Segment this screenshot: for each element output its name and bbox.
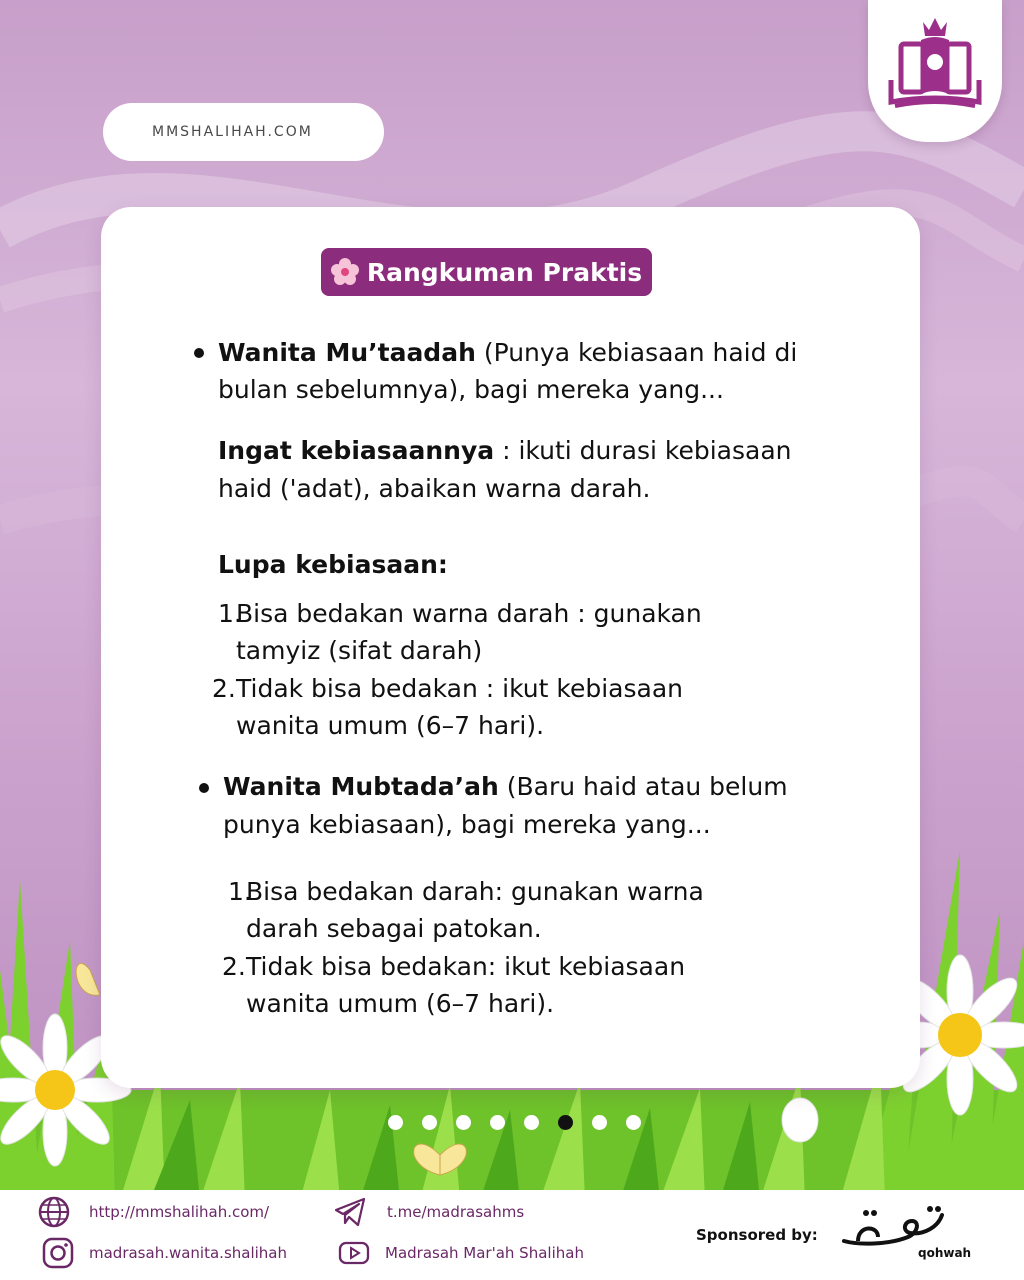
section2-line1	[223, 768, 788, 805]
s1-item2-line1: Tidak bisa bedakan : ikut kebiasaan	[236, 674, 683, 703]
s1-item2-num: 2.	[212, 674, 236, 703]
lupa-heading	[218, 546, 448, 583]
footer-telegram-text: t.me/madrasahms	[387, 1203, 525, 1221]
website-pill[interactable]	[103, 103, 384, 161]
pagination-dot[interactable]	[626, 1115, 641, 1130]
s2-item2-num: 2.	[222, 952, 246, 981]
s2-item1-line1: Bisa bedakan darah: gunakan warna	[246, 877, 704, 906]
s1-item1-num: 1.	[218, 599, 242, 628]
pagination-dots	[388, 1115, 641, 1130]
pagination-dot[interactable]	[558, 1115, 573, 1130]
footer-youtube[interactable]	[337, 1236, 584, 1270]
pagination-dot[interactable]	[388, 1115, 403, 1130]
madrasah-logo-icon	[881, 10, 989, 120]
pagination-dot[interactable]	[456, 1115, 471, 1130]
s2-item2-line2: wanita umum (6–7 hari).	[246, 989, 555, 1018]
website-label: MMSHALIHAH.COM	[152, 124, 313, 140]
s2-item1-line2: darah sebagai patokan.	[246, 914, 542, 943]
s2-item1-num: 1.	[228, 877, 252, 906]
section2-heading: Wanita Mubtada’ah	[223, 772, 499, 801]
ingat-line1	[218, 432, 792, 469]
pagination-dot[interactable]	[422, 1115, 437, 1130]
ingat-heading: Ingat kebiasaannya	[218, 436, 495, 465]
pagination-dot[interactable]	[524, 1115, 539, 1130]
title-badge	[321, 248, 652, 296]
section2-line1-rest: (Baru haid atau belum	[498, 772, 788, 801]
section1-heading: Wanita Mu’taadah	[218, 338, 476, 367]
section1-line1	[218, 334, 797, 371]
sponsor-label: Sponsored by:	[696, 1226, 818, 1244]
cherry-blossom-icon	[331, 258, 359, 286]
footer-website-text: http://mmshalihah.com/	[89, 1203, 270, 1221]
section1-line1-rest: (Punya kebiasaan haid di	[475, 338, 798, 367]
pagination-dot[interactable]	[592, 1115, 607, 1130]
s1-item2-line2: wanita umum (6–7 hari).	[236, 711, 545, 740]
section2-line2: punya kebiasaan), bagi mereka yang...	[223, 810, 711, 839]
page-title: Rangkuman Praktis	[366, 257, 643, 287]
instagram-icon	[41, 1236, 75, 1270]
logo-tab[interactable]	[868, 0, 1002, 142]
sponsor-name: qohwah	[918, 1246, 972, 1260]
globe-icon	[37, 1195, 71, 1229]
youtube-icon	[337, 1236, 371, 1270]
footer-website[interactable]	[37, 1195, 269, 1229]
section1-line2: bulan sebelumnya), bagi mereka yang...	[218, 375, 724, 404]
s1-item1-line1: Bisa bedakan warna darah : gunakan	[236, 599, 702, 628]
bullet-section2	[199, 783, 209, 793]
telegram-icon	[333, 1195, 367, 1229]
ingat-line1-rest: : ikuti durasi kebiasaan	[494, 436, 792, 465]
footer-telegram[interactable]	[333, 1195, 524, 1229]
footer-instagram[interactable]	[41, 1236, 287, 1270]
bullet-section1	[194, 348, 204, 358]
s1-item1-line2: tamyiz (sifat darah)	[236, 636, 483, 665]
lupa-heading-text: Lupa kebiasaan:	[218, 550, 448, 579]
footer-instagram-text: madrasah.wanita.shalihah	[89, 1244, 287, 1262]
ingat-line2: haid ('adat), abaikan warna darah.	[218, 474, 651, 503]
s2-item2-line1: Tidak bisa bedakan: ikut kebiasaan	[246, 952, 686, 981]
footer-youtube-text: Madrasah Mar'ah Shalihah	[385, 1244, 584, 1262]
pagination-dot[interactable]	[490, 1115, 505, 1130]
